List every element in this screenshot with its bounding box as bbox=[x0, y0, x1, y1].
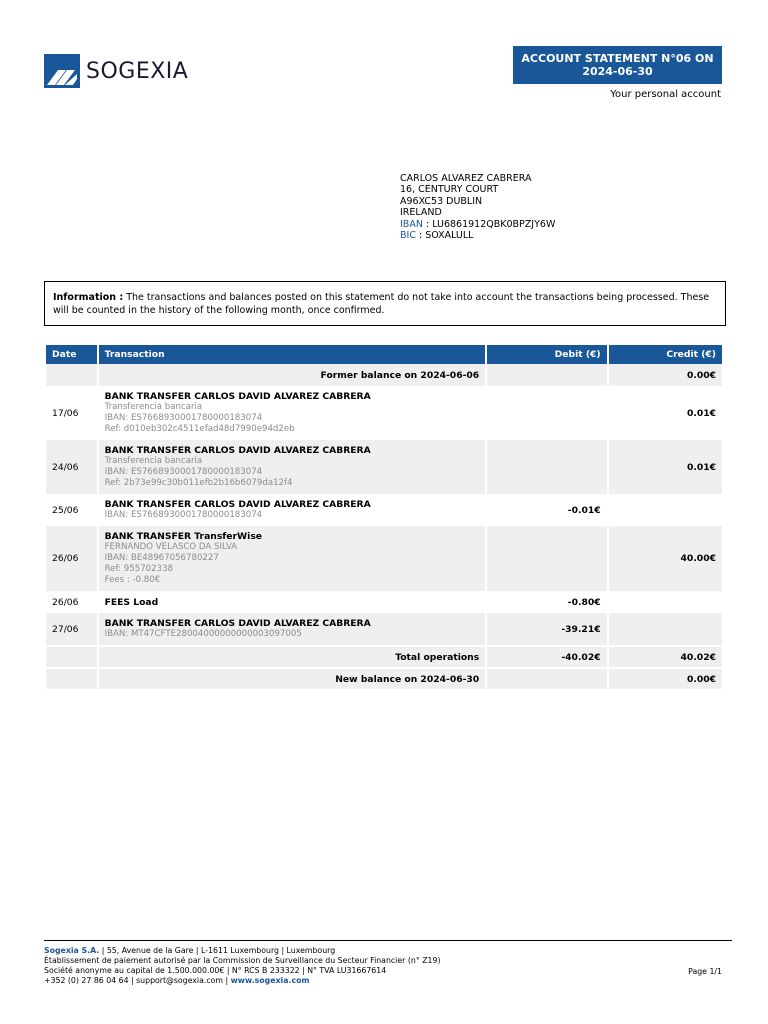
sogexia-logo bbox=[44, 54, 188, 88]
information-notice bbox=[44, 281, 726, 326]
transaction-detail: IBAN: BE48967056780227 bbox=[104, 553, 219, 563]
sogexia-logo-icon bbox=[44, 54, 80, 88]
address-line-2: A96XC53 DUBLIN bbox=[400, 195, 483, 207]
total-label: Total operations bbox=[99, 647, 486, 667]
footer-divider bbox=[44, 940, 732, 941]
row-date: 26/06 bbox=[52, 596, 79, 608]
information-text: The transactions and balances posted on this statement do not take into account the transactions being processed. These will be counted in the history of the following month, once confirmed. bbox=[53, 292, 710, 316]
brand-name: SOGEXIA bbox=[86, 58, 189, 84]
personal-account-label: Your personal account bbox=[610, 89, 721, 100]
bic-value: SOXALULL bbox=[425, 230, 474, 242]
customer-name: CARLOS ALVAREZ CABRERA bbox=[400, 173, 532, 184]
empty-cell bbox=[46, 647, 97, 667]
empty-cell bbox=[487, 669, 606, 689]
new-balance-label: New balance on 2024-06-30 bbox=[99, 669, 486, 689]
row-date: 17/06 bbox=[52, 407, 79, 419]
row-transaction bbox=[99, 440, 486, 494]
transaction-detail: IBAN: MT47CFTE28004000000000003097005 bbox=[104, 629, 302, 639]
footer-website-link[interactable]: www.sogexia.com bbox=[230, 976, 310, 985]
total-debit: -40.02€ bbox=[487, 647, 606, 667]
row-date: 25/06 bbox=[52, 504, 79, 516]
total-row bbox=[46, 647, 722, 667]
total-credit: 40.02€ bbox=[609, 647, 722, 667]
page-number: Page 1/1 bbox=[688, 967, 722, 976]
table-header-row bbox=[46, 345, 722, 364]
transaction-detail: FERNANDO VELASCO DA SILVA bbox=[104, 542, 238, 552]
date-header: Date bbox=[46, 345, 97, 364]
row-debit: -39.21€ bbox=[487, 613, 606, 645]
transactions-body bbox=[46, 364, 722, 689]
transaction-detail: Ref: 2b73e99c30b011efb2b16b6079da12f4 bbox=[104, 478, 293, 488]
transaction-header: Transaction bbox=[99, 345, 486, 364]
row-credit: 0.01€ bbox=[686, 407, 716, 419]
former-balance-row bbox=[46, 364, 722, 386]
former-balance-credit: 0.00€ bbox=[609, 364, 722, 386]
transaction-title: BANK TRANSFER CARLOS DAVID ALVAREZ CABRERA bbox=[104, 391, 371, 402]
transaction-title: BANK TRANSFER TransferWise bbox=[104, 531, 263, 542]
transaction-title: FEES Load bbox=[104, 596, 159, 608]
new-balance-credit: 0.00€ bbox=[609, 669, 722, 689]
table-row bbox=[46, 591, 722, 613]
row-date: 24/06 bbox=[46, 440, 97, 494]
table-row bbox=[46, 494, 722, 526]
transaction-title: BANK TRANSFER CARLOS DAVID ALVAREZ CABRERA bbox=[104, 499, 371, 510]
footer-line-3: Société anonyme au capital de 1.500.000.00€ | N° RCS B 233322 | N° TVA LU31667614 bbox=[44, 966, 387, 975]
information-label: Information : bbox=[53, 292, 124, 303]
former-balance-label: Former balance on 2024-06-06 bbox=[99, 364, 486, 386]
new-balance-row bbox=[46, 669, 722, 689]
transaction-title: BANK TRANSFER CARLOS DAVID ALVAREZ CABRERA bbox=[104, 445, 371, 456]
customer-address bbox=[400, 173, 555, 241]
row-debit bbox=[487, 386, 606, 440]
row-transaction bbox=[99, 613, 486, 645]
row-transaction bbox=[99, 591, 486, 613]
row-debit: -0.01€ bbox=[567, 504, 601, 516]
row-credit bbox=[609, 494, 722, 526]
row-debit: -0.80€ bbox=[567, 596, 601, 608]
transaction-detail: Ref: 955702338 bbox=[104, 564, 174, 574]
row-transaction bbox=[99, 526, 486, 591]
row-date: 26/06 bbox=[46, 526, 97, 591]
empty-cell bbox=[487, 364, 606, 386]
iban-value: LU6861912QBK0BPZJY6W bbox=[432, 218, 556, 230]
bic-line: BIC : SOXALULL bbox=[400, 230, 474, 242]
footer-line-1 bbox=[44, 946, 441, 956]
footer-line-4 bbox=[44, 976, 441, 986]
transaction-detail: IBAN: ES7668930001780000183074 bbox=[104, 510, 263, 520]
row-date: 27/06 bbox=[46, 613, 97, 645]
statement-title: ACCOUNT STATEMENT N°06 ON 2024-06-30 bbox=[513, 46, 722, 84]
row-debit bbox=[487, 526, 606, 591]
transaction-detail: Transferencia bancaria bbox=[104, 402, 203, 412]
table-row bbox=[46, 386, 722, 440]
transaction-detail: IBAN: ES7668930001780000183074 bbox=[104, 467, 263, 477]
row-credit bbox=[609, 613, 722, 645]
transaction-title: BANK TRANSFER CARLOS DAVID ALVAREZ CABRERA bbox=[104, 618, 371, 629]
address-line-1: 16, CENTURY COURT bbox=[400, 184, 499, 196]
table-row bbox=[46, 613, 722, 645]
footer-address: | 55, Avenue de la Gare | L-1611 Luxembourg | Luxembourg bbox=[99, 946, 336, 955]
iban-label: IBAN bbox=[400, 218, 423, 230]
empty-cell bbox=[46, 364, 97, 386]
row-transaction bbox=[99, 494, 486, 526]
row-debit bbox=[487, 440, 606, 494]
bic-label: BIC bbox=[400, 230, 416, 242]
transaction-detail: IBAN: ES7668930001780000183074 bbox=[104, 413, 263, 423]
transactions-table bbox=[44, 345, 724, 689]
transaction-detail: Transferencia bancaria bbox=[104, 456, 203, 466]
table-row bbox=[46, 526, 722, 591]
transaction-detail: Ref: d010eb302c4511efad48d7990e94d2eb bbox=[104, 424, 295, 434]
table-row bbox=[46, 440, 722, 494]
iban-line: IBAN : LU6861912QBK0BPZJY6W bbox=[400, 218, 556, 230]
credit-header: Credit (€) bbox=[609, 345, 722, 364]
row-transaction bbox=[99, 386, 486, 440]
row-credit: 40.00€ bbox=[609, 526, 722, 591]
footer bbox=[44, 946, 441, 986]
row-credit bbox=[609, 591, 722, 613]
transaction-detail: Fees : -0.80€ bbox=[104, 575, 161, 585]
row-credit: 0.01€ bbox=[609, 440, 722, 494]
footer-company: Sogexia S.A. bbox=[44, 946, 100, 955]
empty-cell bbox=[46, 669, 97, 689]
address-country: IRELAND bbox=[400, 207, 442, 219]
footer-line-2: Établissement de paiement autorisé par la Commission de Surveillance du Secteur Financier (n° Z19) bbox=[44, 956, 441, 965]
debit-header: Debit (€) bbox=[487, 345, 606, 364]
footer-contact: +352 (0) 27 86 04 64 | support@sogexia.com | bbox=[44, 976, 231, 985]
